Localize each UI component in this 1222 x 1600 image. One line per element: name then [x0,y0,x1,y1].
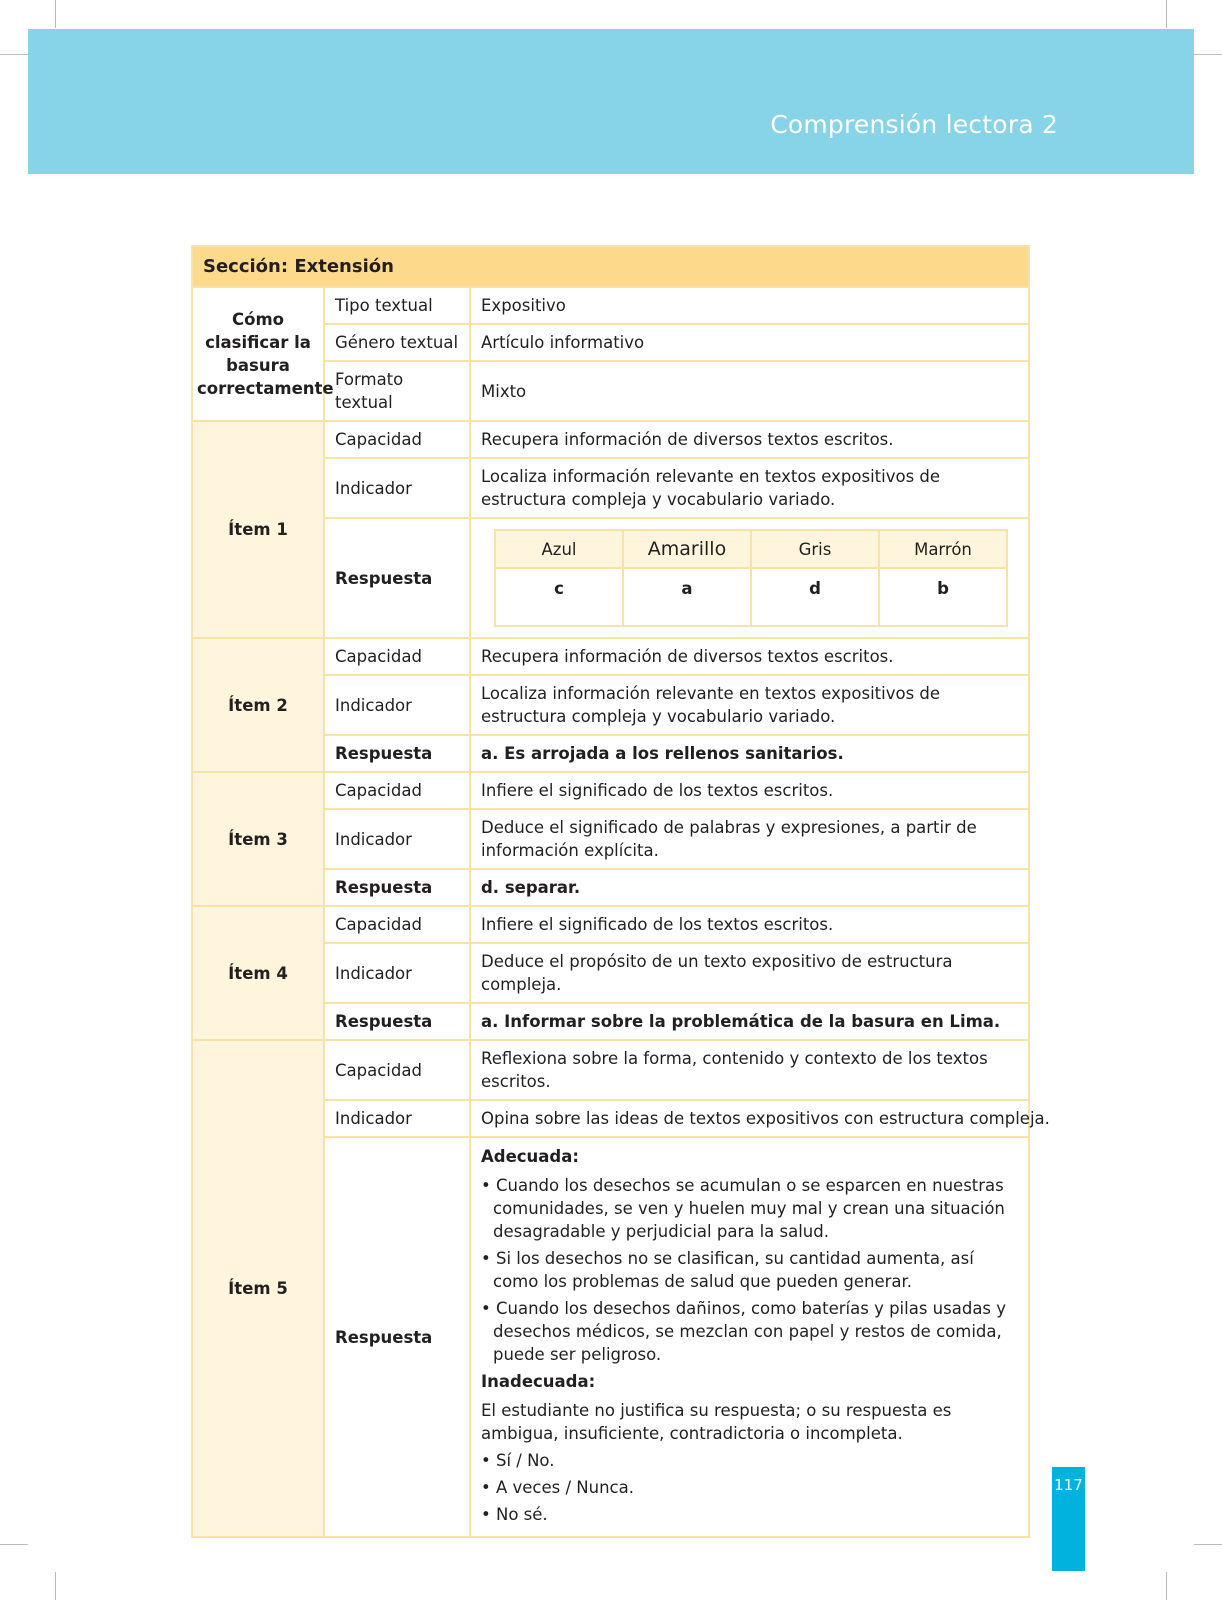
item-3-answer: d. separar. [470,869,1029,906]
indicator-label: Indicador [324,943,470,1003]
color-value-blue: c [495,568,623,626]
answer-label: Respuesta [324,735,470,772]
indicator-label: Indicador [324,458,470,518]
adequate-title: Adecuada: [481,1147,579,1166]
color-header-blue: Azul [495,530,623,568]
text-format-label: Formato textual [324,361,470,421]
crop-mark [0,54,28,55]
item-4-label: Ítem 4 [192,906,324,1040]
capacity-label: Capacidad [324,421,470,458]
text-format-value: Mixto [470,361,1029,421]
color-value-gray: d [751,568,879,626]
crop-mark [55,0,56,28]
color-value-brown: b [879,568,1007,626]
inadequate-title: Inadecuada: [481,1372,596,1391]
adequate-bullet: • Cuando los desechos se acumulan o se esparcen en nuestras comunidades, se ven y huelen muy mal y crean una situación desagradable y perjudicial para la salud. [481,1174,1018,1243]
crop-mark [55,1572,56,1600]
item-2-indicator: Localiza información relevante en textos expositivos de estructura compleja y vocabulario variado. [470,675,1029,735]
color-header-gray: Gris [751,530,879,568]
crop-mark [1194,54,1222,55]
text-type-value: Expositivo [470,287,1029,324]
item-1-indicator: Localiza información relevante en textos expositivos de estructura compleja y vocabulario variado. [470,458,1029,518]
indicator-label: Indicador [324,675,470,735]
text-title: Cómo clasificar la basura correctamente [192,287,324,421]
crop-mark [1166,0,1167,28]
item-3-label: Ítem 3 [192,772,324,906]
answer-label: Respuesta [324,869,470,906]
answer-label: Respuesta [324,1137,470,1537]
adequate-bullet: • Cuando los desechos dañinos, como baterías y pilas usadas y desechos médicos, se mezclan con papel y restos de comida, puede ser peligroso. [481,1297,1018,1366]
item-4-answer: a. Informar sobre la problemática de la basura en Lima. [470,1003,1029,1040]
inadequate-text: El estudiante no justifica su respuesta; o su respuesta es ambigua, insuficiente, contradictoria o incompleta. [481,1401,952,1443]
color-header-brown: Marrón [879,530,1007,568]
crop-mark [0,1544,28,1545]
color-value-yellow: a [623,568,751,626]
item-2-capacity: Recupera información de diversos textos escritos. [470,638,1029,675]
item-5-answer [470,1137,1029,1537]
indicator-label: Indicador [324,1100,470,1137]
item-2-answer: a. Es arrojada a los rellenos sanitarios. [470,735,1029,772]
text-genre-value: Artículo informativo [470,324,1029,361]
page-number: 117 [1054,1476,1083,1494]
item-2-label: Ítem 2 [192,638,324,772]
item-3-capacity: Infiere el significado de los textos escritos. [470,772,1029,809]
crop-mark [1166,1572,1167,1600]
header-banner [28,29,1194,174]
answer-label: Respuesta [324,518,470,638]
item-5-capacity: Reflexiona sobre la forma, contenido y contexto de los textos escritos. [470,1040,1029,1100]
item-1-label: Ítem 1 [192,421,324,638]
page-title: Comprensión lectora 2 [770,110,1058,139]
evaluation-table [191,245,1050,1538]
capacity-label: Capacidad [324,772,470,809]
item-4-capacity: Infiere el significado de los textos escritos. [470,906,1029,943]
inadequate-bullet: • A veces / Nunca. [481,1476,1018,1499]
text-type-label: Tipo textual [324,287,470,324]
item-5-label: Ítem 5 [192,1040,324,1537]
answer-label: Respuesta [324,1003,470,1040]
section-title: Sección: Extensión [192,246,1029,287]
item-1-capacity: Recupera información de diversos textos escritos. [470,421,1029,458]
crop-mark [1194,1544,1222,1545]
capacity-label: Capacidad [324,638,470,675]
item-4-indicator: Deduce el propósito de un texto expositivo de estructura compleja. [470,943,1029,1003]
inadequate-bullet: • No sé. [481,1503,1018,1526]
adequate-bullet: • Si los desechos no se clasifican, su cantidad aumenta, así como los problemas de salud que pueden generar. [481,1247,1018,1293]
color-header-yellow: Amarillo [623,530,751,568]
item-5-indicator: Opina sobre las ideas de textos expositivos con estructura compleja. [470,1100,1029,1137]
item-3-indicator: Deduce el significado de palabras y expresiones, a partir de información explícita. [470,809,1029,869]
capacity-label: Capacidad [324,1040,470,1100]
capacity-label: Capacidad [324,906,470,943]
color-answer-table [494,529,1008,627]
text-genre-label: Género textual [324,324,470,361]
indicator-label: Indicador [324,809,470,869]
inadequate-bullet: • Sí / No. [481,1449,1018,1472]
